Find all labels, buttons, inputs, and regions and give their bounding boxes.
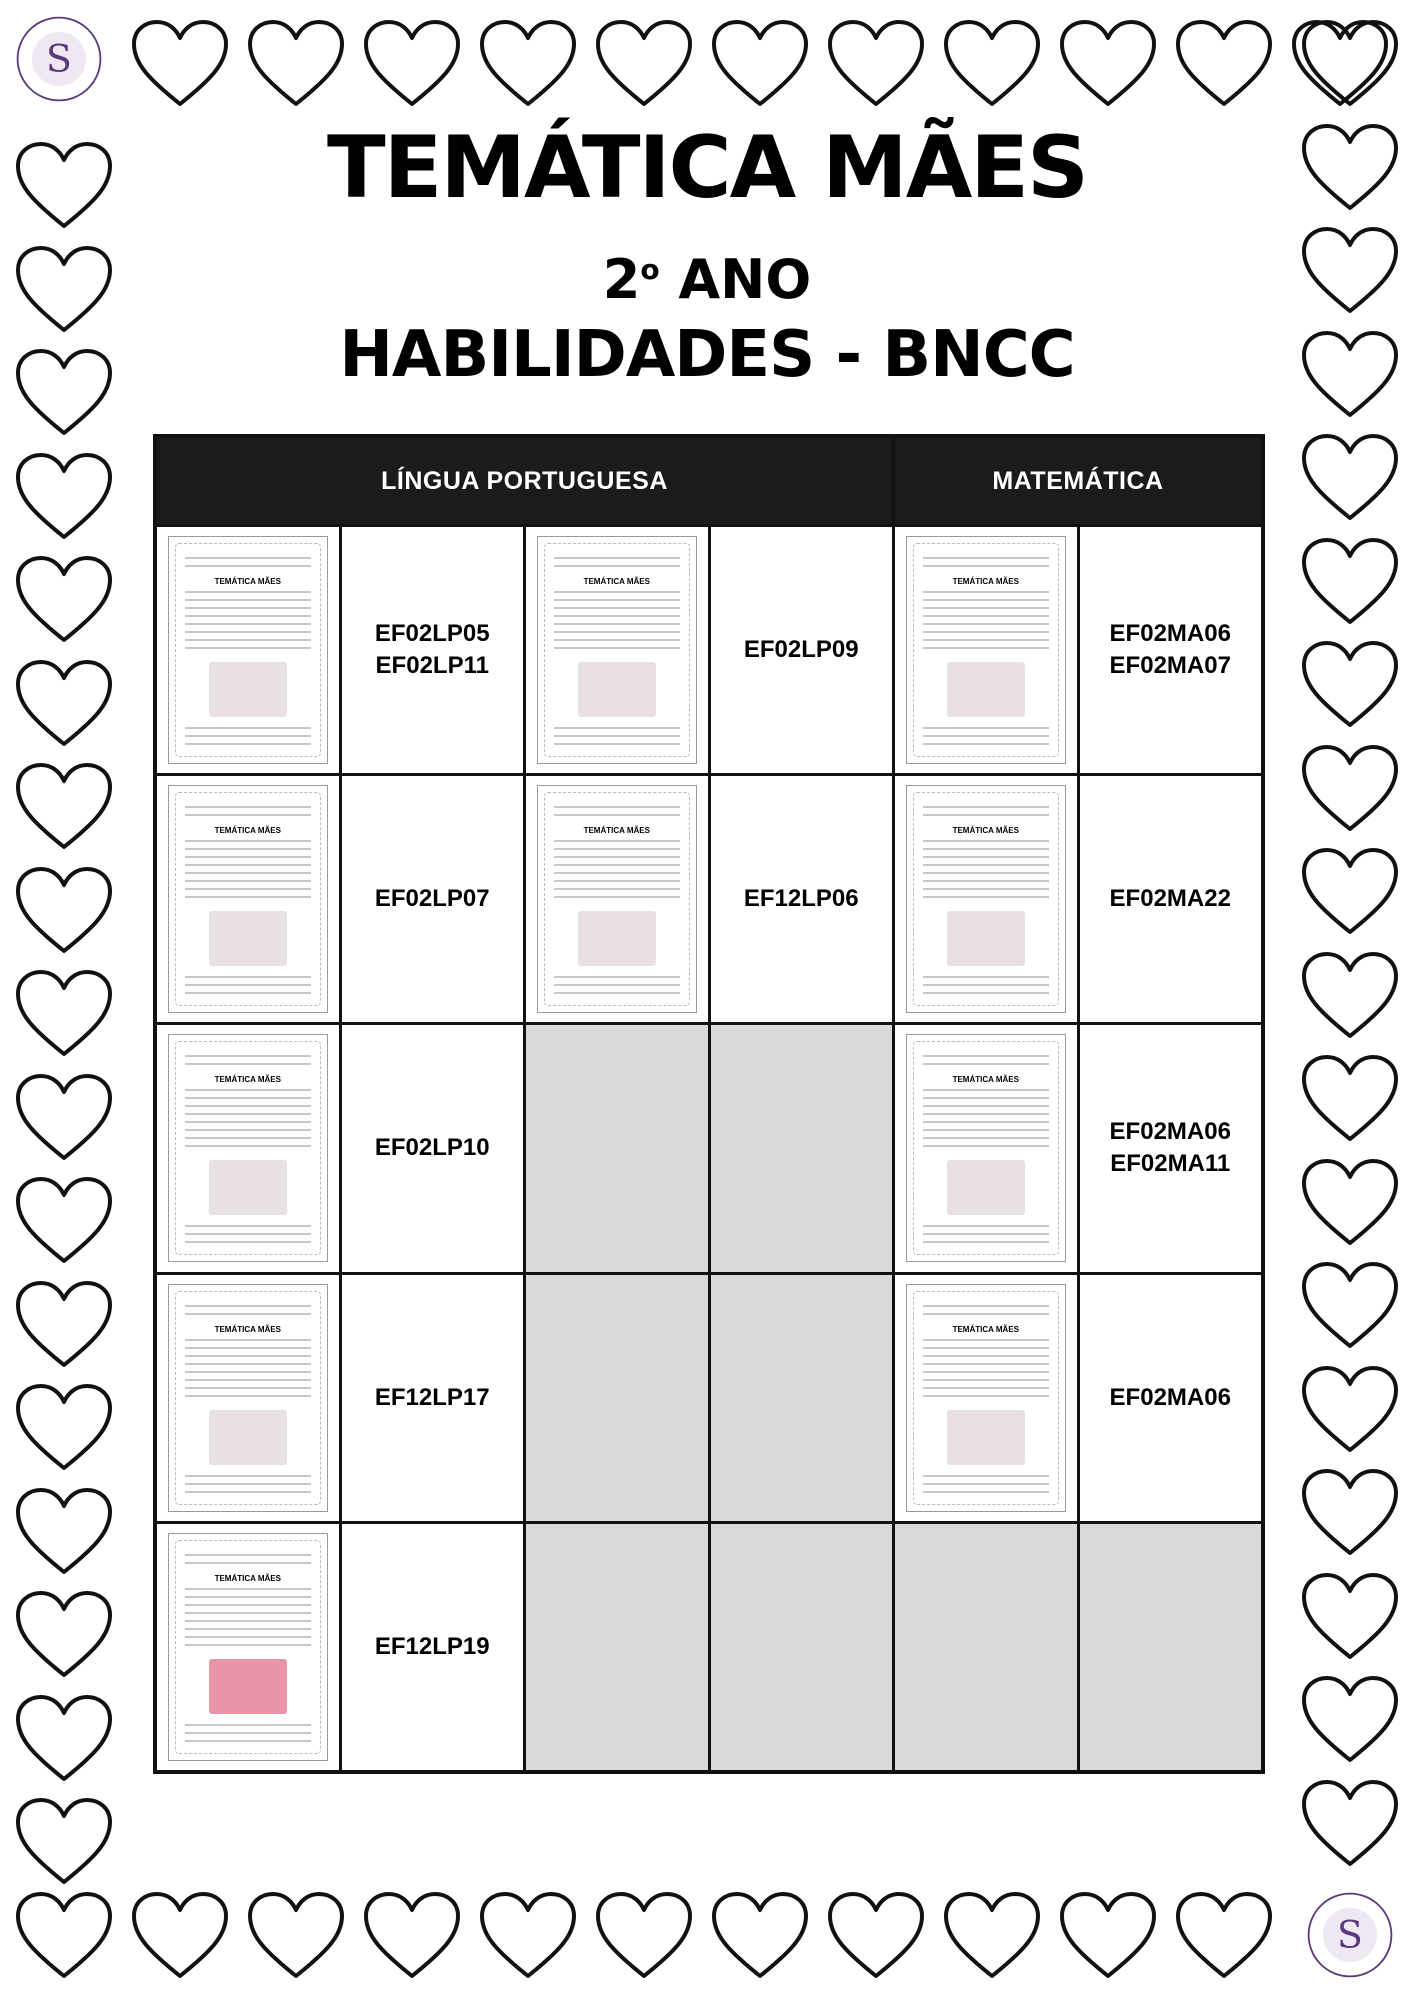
thumbnail-text-line (185, 1113, 311, 1115)
thumbnail-illustration (578, 911, 656, 966)
thumbnail-text-line (554, 647, 680, 649)
heart-outline-icon (1300, 1571, 1400, 1663)
thumbnail-text-line (923, 647, 1049, 649)
skill-code: EF02MA06 (1109, 1118, 1231, 1146)
heart-outline-icon (1300, 432, 1400, 524)
header-portuguese: LÍNGUA PORTUGUESA (157, 438, 892, 524)
heart-outline-icon (942, 18, 1042, 110)
thumbnail-title: TEMÁTICA MÃES (952, 826, 1019, 836)
worksheet-thumbnail-cell (157, 1275, 339, 1521)
thumbnail-heart-frame (175, 1291, 321, 1505)
thumbnail-heart-frame (544, 792, 690, 1006)
heart-outline-icon (246, 18, 346, 110)
heart-outline-icon (362, 1890, 462, 1982)
thumbnail-text-line (554, 557, 680, 559)
skill-code: EF12LP06 (743, 885, 859, 913)
thumbnail-title: TEMÁTICA MÃES (952, 1075, 1019, 1085)
thumbnail-illustration (209, 1659, 287, 1714)
thumbnail-text-line (185, 743, 311, 745)
thumbnail-text-line (923, 1225, 1049, 1227)
grade-suffix: o (640, 253, 660, 286)
thumbnail-text-line (923, 599, 1049, 601)
worksheet-thumbnail-cell (526, 527, 708, 773)
thumbnail-text-line (185, 565, 311, 567)
thumbnail-text-line (923, 1105, 1049, 1107)
page-title: TEMÁTICA MÃES (327, 118, 1087, 218)
heart-outline-icon (1058, 18, 1158, 110)
thumbnail-text-line (923, 1055, 1049, 1057)
heart-outline-icon (14, 1890, 114, 1982)
thumbnail-title: TEMÁTICA MÃES (952, 1324, 1019, 1334)
worksheet-thumbnail-cell (895, 776, 1077, 1022)
thumbnail-text-line (554, 591, 680, 593)
thumbnail-text-line (185, 806, 311, 808)
thumbnail-text-line (923, 1313, 1049, 1315)
skill-code: EF02MA11 (1110, 1150, 1231, 1178)
thumbnail-text-line (185, 1089, 311, 1091)
thumbnail-text-line (923, 639, 1049, 641)
thumbnail-heart-frame (913, 792, 1059, 1006)
worksheet-thumbnail (168, 1284, 328, 1512)
thumbnail-text-line (923, 1129, 1049, 1131)
heart-outline-icon (1300, 846, 1400, 938)
thumbnail-illustration (209, 662, 287, 717)
empty-cell (526, 1524, 708, 1770)
thumbnail-text-line (923, 591, 1049, 593)
worksheet-thumbnail (168, 536, 328, 764)
thumbnail-text-line (923, 1113, 1049, 1115)
heart-outline-icon (594, 18, 694, 110)
worksheet-thumbnail (168, 785, 328, 1013)
thumbnail-text-line (923, 557, 1049, 559)
thumbnail-title: TEMÁTICA MÃES (583, 577, 650, 587)
thumbnail-text-line (185, 1596, 311, 1598)
heart-outline-icon (1300, 1778, 1400, 1870)
thumbnail-text-line (185, 1097, 311, 1099)
thumbnail-text-line (554, 992, 680, 994)
thumbnail-text-line (554, 727, 680, 729)
thumbnail-text-line (554, 565, 680, 567)
thumbnail-text-line (923, 735, 1049, 737)
heart-outline-icon (14, 1382, 114, 1474)
heart-outline-icon (1300, 18, 1400, 110)
thumbnail-text-line (554, 848, 680, 850)
empty-cell (711, 1524, 893, 1770)
thumbnail-illustration (578, 662, 656, 717)
skill-code: EF02MA07 (1109, 652, 1231, 680)
thumbnail-text-line (185, 864, 311, 866)
empty-cell (526, 1025, 708, 1271)
worksheet-thumbnail (906, 536, 1066, 764)
thumbnail-title: TEMÁTICA MÃES (214, 1075, 281, 1085)
skill-code-cell (1080, 776, 1262, 1022)
heart-outline-icon (1174, 18, 1274, 110)
skill-code: EF02LP07 (374, 885, 490, 913)
skill-code-cell (342, 1275, 524, 1521)
thumbnail-text-line (554, 976, 680, 978)
thumbnail-text-line (185, 814, 311, 816)
heart-outline-icon (14, 968, 114, 1060)
thumbnail-text-line (923, 1145, 1049, 1147)
thumbnail-text-line (185, 1475, 311, 1477)
thumbnail-text-line (923, 743, 1049, 745)
thumbnail-text-line (185, 872, 311, 874)
thumbnail-heart-frame (913, 1291, 1059, 1505)
empty-cell (526, 1275, 708, 1521)
empty-cell (711, 1025, 893, 1271)
skill-code-cell (711, 527, 893, 773)
thumbnail-text-line (923, 1363, 1049, 1365)
thumbnail-text-line (185, 1604, 311, 1606)
thumbnail-title: TEMÁTICA MÃES (214, 1324, 281, 1334)
thumbnail-heart-frame (175, 792, 321, 1006)
heart-outline-icon (1300, 1467, 1400, 1559)
worksheet-thumbnail (906, 1034, 1066, 1262)
heart-outline-icon (1300, 950, 1400, 1042)
thumbnail-text-line (185, 984, 311, 986)
thumbnail-text-line (185, 557, 311, 559)
thumbnail-heart-frame (175, 543, 321, 757)
thumbnail-text-line (923, 992, 1049, 994)
brand-logo-top-left (14, 14, 104, 104)
heart-outline-icon (826, 1890, 926, 1982)
skill-code: EF02LP11 (375, 652, 489, 680)
thumbnail-text-line (185, 1588, 311, 1590)
thumbnail-text-line (185, 1740, 311, 1742)
thumbnail-illustration (209, 1410, 287, 1465)
worksheet-thumbnail (906, 785, 1066, 1013)
heart-outline-icon (14, 1796, 114, 1888)
heart-outline-icon (1300, 1364, 1400, 1456)
thumbnail-text-line (923, 880, 1049, 882)
bncc-skills-table (153, 434, 1265, 1774)
heart-outline-icon (710, 18, 810, 110)
grade-word: ANO (678, 248, 812, 311)
thumbnail-text-line (923, 615, 1049, 617)
thumbnail-text-line (185, 1347, 311, 1349)
thumbnail-text-line (185, 735, 311, 737)
worksheet-thumbnail-cell (157, 1524, 339, 1770)
thumbnail-text-line (923, 1339, 1049, 1341)
thumbnail-text-line (923, 623, 1049, 625)
thumbnail-text-line (923, 565, 1049, 567)
thumbnail-text-line (923, 814, 1049, 816)
skill-code-cell (342, 1025, 524, 1271)
skill-code: EF12LP19 (374, 1632, 490, 1660)
worksheet-thumbnail (168, 1533, 328, 1761)
thumbnail-text-line (185, 1636, 311, 1638)
thumbnail-text-line (923, 856, 1049, 858)
thumbnail-text-line (185, 896, 311, 898)
thumbnail-text-line (185, 1628, 311, 1630)
thumbnail-text-line (923, 631, 1049, 633)
thumbnail-text-line (185, 1355, 311, 1357)
thumbnail-text-line (923, 1475, 1049, 1477)
thumbnail-text-line (185, 1339, 311, 1341)
skill-code-cell (1080, 1275, 1262, 1521)
thumbnail-title: TEMÁTICA MÃES (583, 826, 650, 836)
thumbnail-text-line (185, 623, 311, 625)
heart-outline-icon (1300, 1260, 1400, 1352)
thumbnail-title: TEMÁTICA MÃES (952, 577, 1019, 587)
skill-code-cell (342, 776, 524, 1022)
thumbnail-text-line (554, 984, 680, 986)
thumbnail-text-line (923, 864, 1049, 866)
thumbnail-text-line (185, 1612, 311, 1614)
thumbnail-text-line (185, 1620, 311, 1622)
thumbnail-text-line (923, 1483, 1049, 1485)
thumbnail-text-line (185, 599, 311, 601)
worksheet-thumbnail-cell (157, 527, 339, 773)
thumbnail-text-line (554, 896, 680, 898)
heart-outline-icon (14, 1589, 114, 1681)
thumbnail-text-line (554, 615, 680, 617)
thumbnail-text-line (923, 848, 1049, 850)
thumbnail-title: TEMÁTICA MÃES (214, 577, 281, 587)
heart-outline-icon (710, 1890, 810, 1982)
thumbnail-text-line (185, 856, 311, 858)
thumbnail-text-line (923, 896, 1049, 898)
thumbnail-text-line (554, 607, 680, 609)
logo-letter: S (46, 36, 72, 81)
thumbnail-illustration (209, 1160, 287, 1215)
thumbnail-text-line (185, 976, 311, 978)
thumbnail-text-line (185, 1644, 311, 1646)
heart-outline-icon (14, 1693, 114, 1785)
heart-outline-icon (14, 1175, 114, 1267)
thumbnail-text-line (554, 840, 680, 842)
heart-outline-icon (246, 1890, 346, 1982)
heart-outline-icon (14, 1072, 114, 1164)
thumbnail-text-line (185, 1305, 311, 1307)
worksheet-thumbnail (537, 785, 697, 1013)
worksheet-thumbnail (537, 536, 697, 764)
heart-outline-icon (14, 761, 114, 853)
thumbnail-illustration (947, 1160, 1025, 1215)
heart-outline-icon (1174, 1890, 1274, 1982)
thumbnail-text-line (923, 1121, 1049, 1123)
thumbnail-text-line (554, 888, 680, 890)
heart-outline-icon (1300, 743, 1400, 835)
thumbnail-text-line (185, 727, 311, 729)
worksheet-thumbnail-cell (526, 776, 708, 1022)
skill-code: EF02LP05 (374, 620, 490, 648)
heart-outline-icon (826, 18, 926, 110)
thumbnail-text-line (554, 872, 680, 874)
thumbnail-text-line (185, 615, 311, 617)
empty-cell (895, 1524, 1077, 1770)
heart-outline-icon (14, 1279, 114, 1371)
thumbnail-text-line (554, 631, 680, 633)
skill-code-cell (342, 527, 524, 773)
brand-logo-bottom-right (1305, 1890, 1395, 1980)
worksheet-thumbnail (906, 1284, 1066, 1512)
thumbnail-text-line (185, 1137, 311, 1139)
thumbnail-text-line (554, 735, 680, 737)
thumbnail-text-line (923, 888, 1049, 890)
empty-cell (1080, 1524, 1262, 1770)
thumbnail-text-line (185, 888, 311, 890)
thumbnail-heart-frame (175, 1540, 321, 1754)
thumbnail-text-line (923, 1387, 1049, 1389)
heart-outline-icon (594, 1890, 694, 1982)
heart-outline-icon (478, 1890, 578, 1982)
thumbnail-text-line (185, 1491, 311, 1493)
worksheet-thumbnail-cell (157, 776, 339, 1022)
grade-number: 2 (602, 248, 641, 311)
thumbnail-text-line (554, 639, 680, 641)
thumbnail-title: TEMÁTICA MÃES (214, 826, 281, 836)
heart-outline-icon (478, 18, 578, 110)
grade-label (0, 248, 1414, 311)
thumbnail-text-line (185, 1483, 311, 1485)
thumbnail-text-line (923, 1233, 1049, 1235)
skill-code-cell (342, 1524, 524, 1770)
skill-code-cell (1080, 527, 1262, 773)
skill-code-cell (1080, 1025, 1262, 1271)
thumbnail-text-line (185, 1225, 311, 1227)
thumbnail-text-line (554, 599, 680, 601)
heart-outline-icon (942, 1890, 1042, 1982)
thumbnail-text-line (923, 1305, 1049, 1307)
skill-code: EF02LP10 (374, 1134, 490, 1162)
thumbnail-text-line (185, 591, 311, 593)
thumbnail-text-line (185, 631, 311, 633)
thumbnail-text-line (185, 1233, 311, 1235)
heart-outline-icon (14, 865, 114, 957)
thumbnail-text-line (185, 1562, 311, 1564)
skill-code-cell (711, 776, 893, 1022)
thumbnail-text-line (554, 743, 680, 745)
heart-outline-icon (14, 658, 114, 750)
thumbnail-text-line (923, 984, 1049, 986)
heart-outline-icon (14, 451, 114, 543)
thumbnail-text-line (185, 1371, 311, 1373)
heart-outline-icon (1300, 1053, 1400, 1145)
thumbnail-text-line (185, 1121, 311, 1123)
worksheet-thumbnail (168, 1034, 328, 1262)
thumbnail-text-line (923, 1371, 1049, 1373)
thumbnail-text-line (923, 976, 1049, 978)
skill-code: EF12LP17 (374, 1383, 490, 1411)
thumbnail-text-line (923, 1089, 1049, 1091)
thumbnail-text-line (185, 880, 311, 882)
heart-outline-icon (130, 18, 230, 110)
thumbnail-heart-frame (913, 1041, 1059, 1255)
thumbnail-text-line (554, 864, 680, 866)
thumbnail-text-line (185, 1063, 311, 1065)
heart-outline-icon (1300, 1674, 1400, 1766)
thumbnail-text-line (923, 1241, 1049, 1243)
thumbnail-text-line (554, 623, 680, 625)
thumbnail-text-line (923, 1097, 1049, 1099)
thumbnail-illustration (947, 662, 1025, 717)
thumbnail-text-line (185, 992, 311, 994)
heart-outline-icon (1300, 1157, 1400, 1249)
thumbnail-illustration (947, 911, 1025, 966)
thumbnail-text-line (185, 1395, 311, 1397)
thumbnail-text-line (185, 1724, 311, 1726)
heart-outline-icon (362, 18, 462, 110)
thumbnail-text-line (185, 848, 311, 850)
thumbnail-text-line (185, 1241, 311, 1243)
thumbnail-text-line (554, 814, 680, 816)
thumbnail-text-line (185, 1554, 311, 1556)
thumbnail-heart-frame (175, 1041, 321, 1255)
skill-code: EF02MA06 (1109, 620, 1231, 648)
thumbnail-text-line (185, 647, 311, 649)
worksheet-thumbnail-cell (895, 1275, 1077, 1521)
thumbnail-text-line (185, 1379, 311, 1381)
thumbnail-illustration (947, 1410, 1025, 1465)
heart-outline-icon (14, 554, 114, 646)
thumbnail-text-line (923, 1379, 1049, 1381)
heart-outline-icon (130, 1890, 230, 1982)
worksheet-thumbnail-cell (895, 527, 1077, 773)
thumbnail-text-line (185, 1055, 311, 1057)
heart-outline-icon (1058, 1890, 1158, 1982)
worksheet-thumbnail-cell (895, 1025, 1077, 1271)
thumbnail-text-line (923, 1395, 1049, 1397)
thumbnail-text-line (923, 872, 1049, 874)
thumbnail-text-line (185, 840, 311, 842)
worksheet-thumbnail-cell (157, 1025, 339, 1271)
thumbnail-text-line (923, 1137, 1049, 1139)
skill-code: EF02MA22 (1109, 885, 1231, 913)
thumbnail-text-line (923, 607, 1049, 609)
thumbnail-text-line (923, 1063, 1049, 1065)
thumbnail-heart-frame (913, 543, 1059, 757)
thumbnail-text-line (185, 1105, 311, 1107)
thumbnail-text-line (185, 607, 311, 609)
empty-cell (711, 1275, 893, 1521)
thumbnail-text-line (923, 1355, 1049, 1357)
heart-outline-icon (14, 1486, 114, 1578)
thumbnail-text-line (923, 1491, 1049, 1493)
thumbnail-illustration (209, 911, 287, 966)
heart-outline-icon (1300, 536, 1400, 628)
thumbnail-text-line (185, 1363, 311, 1365)
thumbnail-heart-frame (544, 543, 690, 757)
thumbnail-text-line (185, 639, 311, 641)
thumbnail-text-line (185, 1129, 311, 1131)
thumbnail-text-line (923, 806, 1049, 808)
thumbnail-text-line (923, 840, 1049, 842)
thumbnail-title: TEMÁTICA MÃES (214, 1573, 281, 1583)
page-subtitle: HABILIDADES - BNCC (339, 318, 1075, 392)
thumbnail-text-line (923, 727, 1049, 729)
thumbnail-text-line (554, 856, 680, 858)
thumbnail-text-line (185, 1145, 311, 1147)
thumbnail-text-line (554, 806, 680, 808)
heart-outline-icon (1300, 639, 1400, 731)
thumbnail-text-line (554, 880, 680, 882)
header-math: MATEMÁTICA (895, 438, 1261, 524)
skill-code: EF02LP09 (743, 636, 859, 664)
thumbnail-text-line (923, 1347, 1049, 1349)
thumbnail-text-line (185, 1387, 311, 1389)
logo-letter: S (1337, 1912, 1363, 1957)
thumbnail-text-line (185, 1732, 311, 1734)
skill-code: EF02MA06 (1109, 1383, 1231, 1411)
thumbnail-text-line (185, 1313, 311, 1315)
